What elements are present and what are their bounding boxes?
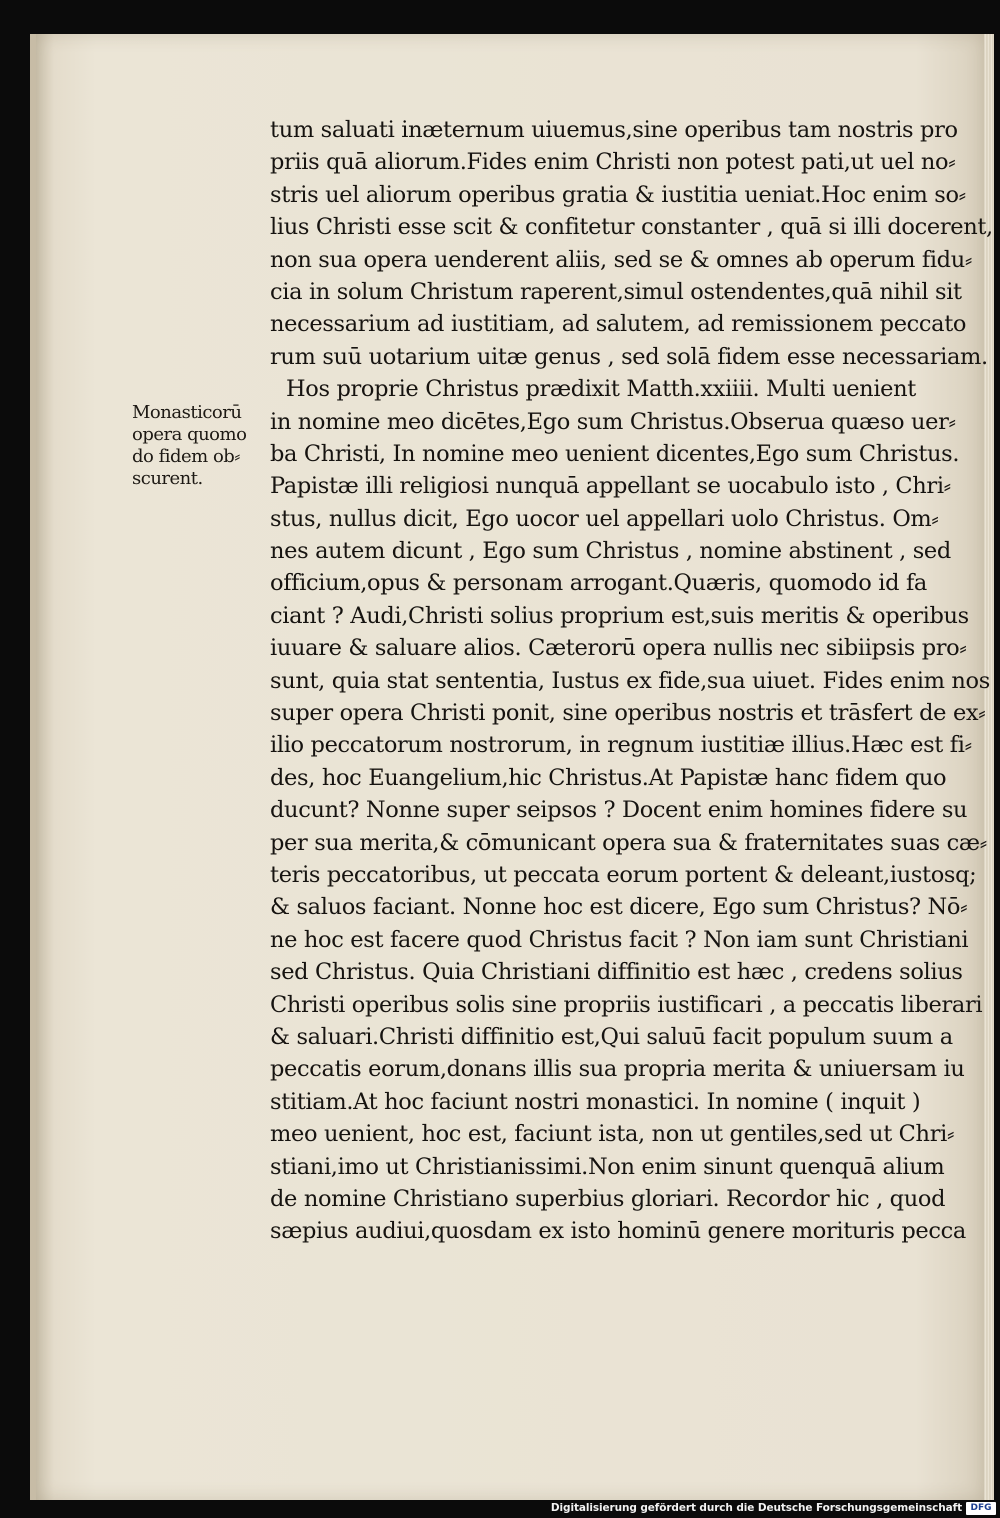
text-line: nes autem dicunt , Ego sum Christus , nomine abstinent , sed — [270, 538, 951, 565]
text-line: sæpius audiui,quosdam ex isto hominū genere morituris pecca — [270, 1218, 966, 1245]
text-line: rum suū uotarium uitæ genus , sed solā fidem esse necessariam. — [270, 343, 988, 370]
text-line: & saluos faciant. Nonne hoc est dicere, Ego sum Christus? Nō⸗ — [270, 894, 968, 921]
text-line: teris peccatoribus, ut peccata eorum portent & deleant,iustosq; — [270, 861, 977, 888]
text-line: ducunt? Nonne super seipsos ? Docent enim homines fidere su — [270, 797, 968, 824]
text-line: stiani,imo ut Christianissimi.Non enim sinunt quenquā alium — [270, 1153, 945, 1180]
text-line: in nomine meo dicētes,Ego sum Christus.Obserua quæso uer⸗ — [270, 408, 956, 435]
text-line: necessarium ad iustitiam, ad salutem, ad remissionem peccato — [270, 311, 967, 338]
text-line: Christi operibus solis sine propriis iustificari , a peccatis liberari — [270, 991, 983, 1018]
text-line: Papistæ illi religiosi nunquā appellant se uocabulo isto , Chri⸗ — [270, 473, 951, 500]
text-line: tum saluati inæternum uiuemus,sine operibus tam nostris pro — [270, 117, 958, 143]
text-line: ne hoc est facere quod Christus facit ? Non iam sunt Christiani — [270, 926, 969, 953]
paragraph-start-line: Hos proprie Christus prædixit Matth.xxiiii. Multi uenient — [286, 376, 916, 403]
text-line: per sua merita,& cōmunicant opera sua & fraternitates suas cæ⸗ — [270, 829, 987, 856]
text-line: de nomine Christiano superbius gloriari. Recordor hic , quod — [270, 1185, 946, 1212]
main-text-block — [270, 114, 993, 1248]
text-line: super opera Christi ponit, sine operibus nostris et trāsfert de ex⸗ — [270, 700, 986, 727]
text-line: sunt, quia stat sententia, Iustus ex fide,sua uiuet. Fides enim nos — [270, 667, 990, 694]
text-line: officium,opus & personam arrogant.Quæris, quomodo id fa — [270, 570, 927, 597]
marginal-note-line: scurent. — [132, 468, 203, 489]
text-line: cia in solum Christum raperent,simul ostendentes,quā nihil sit — [270, 278, 962, 305]
dfg-logo-icon: DFG — [966, 1502, 996, 1515]
marginal-note-line: opera quomo — [132, 424, 247, 445]
text-line: meo uenient, hoc est, faciunt ista, non ut gentiles,sed ut Chri⸗ — [270, 1121, 955, 1148]
text-line: ba Christi, In nomine meo uenient dicentes,Ego sum Christus. — [270, 440, 960, 467]
text-line: ilio peccatorum nostrorum, in regnum iustitiæ illius.Hæc est fi⸗ — [270, 732, 972, 759]
text-line: des, hoc Euangelium,hic Christus.At Papistæ hanc fidem quo — [270, 764, 947, 791]
marginal-note — [132, 402, 272, 490]
text-line: priis quā aliorum.Fides enim Christi non potest pati,ut uel no⸗ — [270, 149, 956, 176]
text-line: iuuare & saluare alios. Cæterorū opera nullis nec sibiipsis pro⸗ — [270, 635, 967, 662]
text-line: & saluari.Christi diffinitio est,Qui saluū facit populum suum a — [270, 1023, 953, 1050]
text-line: stris uel aliorum operibus gratia & iustitia ueniat.Hoc enim so⸗ — [270, 181, 966, 208]
marginal-note-line: do fidem ob⸗ — [132, 446, 240, 467]
text-line: sed Christus. Quia Christiani diffinitio est hæc , credens solius — [270, 959, 963, 986]
text-line: lius Christi esse scit & confitetur constanter , quā si illi docerent, — [270, 214, 993, 241]
text-line: stus, nullus dicit, Ego uocor uel appellari uolo Christus. Om⸗ — [270, 505, 939, 532]
funding-credit: Digitalisierung gefördert durch die Deutsche Forschungsgemeinschaft — [550, 1502, 962, 1514]
marginal-note-line: Monasticorū — [132, 402, 242, 423]
text-line: stitiam.At hoc faciunt nostri monastici. In nomine ( inquit ) — [270, 1088, 921, 1115]
text-line: peccatis eorum,donans illis sua propria merita & uniuersam iu — [270, 1056, 965, 1083]
text-line: non sua opera uenderent aliis, sed se & omnes ab operum fidu⸗ — [270, 246, 973, 273]
text-line: ciant ? Audi,Christi solius proprium est,suis meritis & operibus — [270, 602, 969, 629]
